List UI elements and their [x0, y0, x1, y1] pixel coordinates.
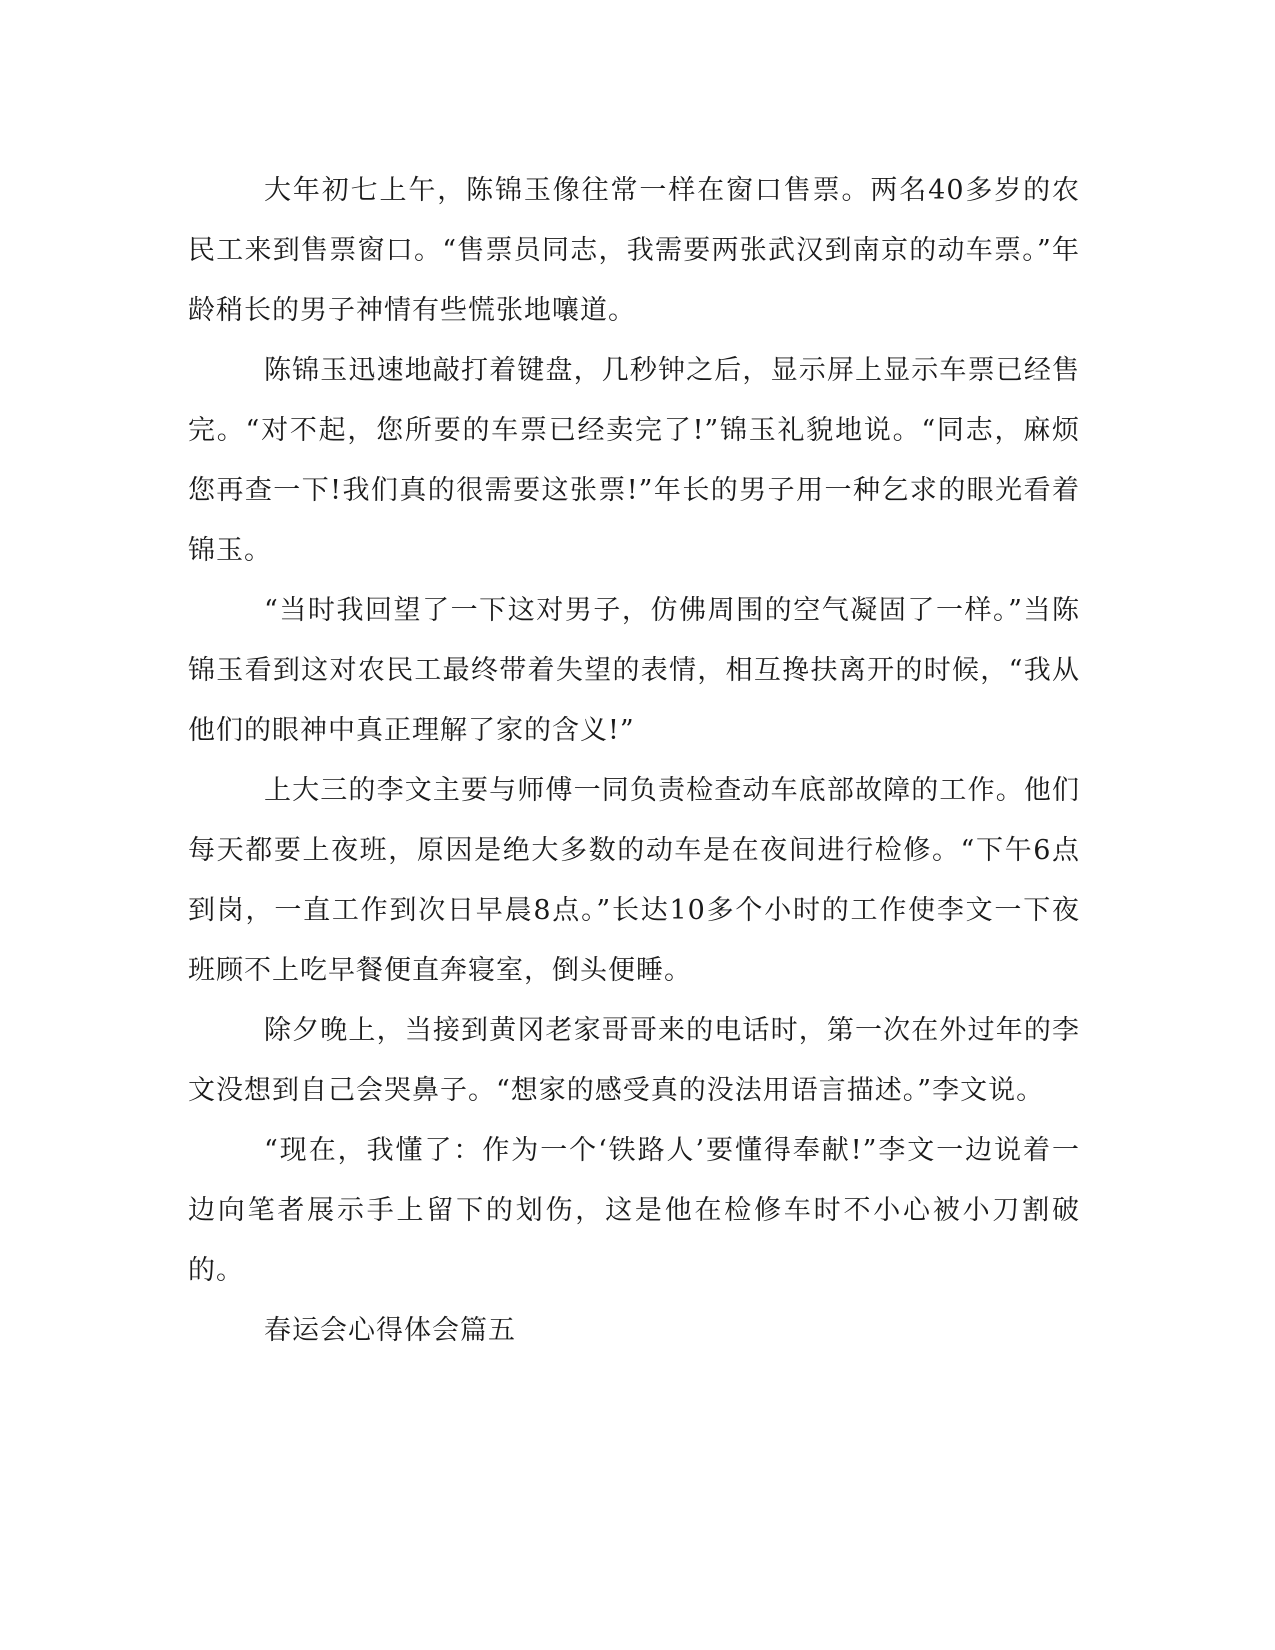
document-body: [188, 161, 1080, 1361]
paragraph-railway-dedication: “现在，我懂了：作为一个‘铁路人’要懂得奉献!”李文一边说着一边向笔者展示手上留下的划伤，这是他在检修车时不小心被小刀割破的。: [188, 1135, 1080, 1286]
section-heading: 春运会心得体会篇五: [264, 1315, 516, 1346]
paragraph-ticket-window: 大年初七上午，陈锦玉像往常一样在窗口售票。两名40多岁的农民工来到售票窗口。“售票员同志，我需要两张武汉到南京的动车票。”年龄稍长的男子神情有些慌张地嚷道。: [188, 175, 1080, 326]
paragraph-sold-out: 陈锦玉迅速地敲打着键盘，几秒钟之后，显示屏上显示车票已经售完。“对不起，您所要的车票已经卖完了!”锦玉礼貌地说。“同志，麻烦您再查一下!我们真的很需要这张票!”年长的男子用一种乞求的眼光看着锦玉。: [188, 355, 1080, 566]
paragraph-new-year-eve: 除夕晚上，当接到黄冈老家哥哥来的电话时，第一次在外过年的李文没想到自己会哭鼻子。“想家的感受真的没法用语言描述。”李文说。: [188, 1015, 1080, 1106]
paragraph-meaning-of-home: “当时我回望了一下这对男子，仿佛周围的空气凝固了一样。”当陈锦玉看到这对农民工最终带着失望的表情，相互搀扶离开的时候，“我从他们的眼神中真正理解了家的含义!”: [188, 595, 1080, 746]
paragraph-night-shift: 上大三的李文主要与师傅一同负责检查动车底部故障的工作。他们每天都要上夜班，原因是绝大多数的动车是在夜间进行检修。“下午6点到岗，一直工作到次日早晨8点。”长达10多个小时的工作使李文一下夜班顾不上吃早餐便直奔寝室，倒头便睡。: [188, 775, 1080, 986]
